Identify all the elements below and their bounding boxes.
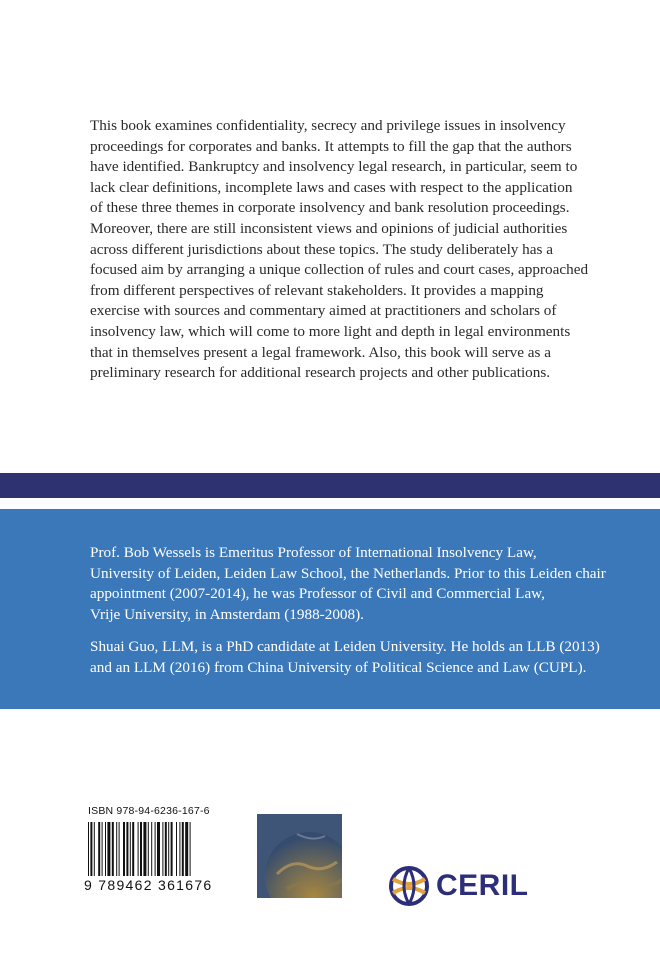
barcode-bar [132,822,134,876]
barcode-bar [130,822,131,876]
bio-line: Vrije University, in Amsterdam (1988-2008). [90,605,364,623]
barcode-bar [155,822,156,876]
summary-line: This book examines confidentiality, secrecy and privilege issues in insolvency [90,117,566,134]
ceril-globe-icon [388,865,430,907]
barcode-bar [143,822,146,876]
summary-line: Moreover, there are still inconsistent views and opinions of judicial authorities [90,219,568,237]
bio-line: Shuai Guo, LLM, is a PhD candidate at Leiden University. He holds an LLB (2013) [90,638,600,655]
barcode-bar [107,822,110,876]
barcode-bar [112,822,114,876]
book-summary [90,116,590,384]
isbn-digits: 9 789462 361676 [84,877,213,893]
barcode-bar [98,822,100,876]
bio-line: Prof. Bob Wessels is Emeritus Professor of International Insolvency Law, [90,544,537,561]
barcode-bar [185,822,188,876]
barcode-bar [116,822,117,876]
isbn-barcode [88,822,230,876]
summary-line: insolvency law, which will come to more light and depth in legal environments [90,322,571,340]
bio-line: and an LLM (2016) from China University of Political Science and Law (CUPL). [90,658,587,676]
summary-line: preliminary research for additional research projects and other publications. [90,364,551,382]
author-bio-guo [90,637,610,678]
author-bio-wessels [90,543,610,625]
international-insolvency-institute-logo [257,814,342,898]
barcode-bar [119,822,120,876]
barcode-bar [151,822,152,876]
summary-line: lack clear definitions, incomplete laws and cases with respect to the application [90,178,573,196]
summary-line: from different perspectives of relevant stakeholders. It provides a mapping [90,281,544,299]
barcode-bar [88,822,89,876]
barcode-bar [171,822,173,876]
bio-line: University of Leiden, Leiden Law School, the Netherlands. Prior to this Leiden chair [90,564,606,582]
ceril-logo-text: CERIL [436,869,529,902]
barcode-bar [102,822,103,876]
barcode-bar [105,822,106,876]
barcode-bar [157,822,160,876]
dark-band [0,473,660,498]
barcode-bar [162,822,163,876]
bio-line: appointment (2007-2014), he was Professor of Civil and Commercial Law, [90,585,545,603]
barcode-bar [138,822,139,876]
barcode-bar [182,822,184,876]
barcode-bar [148,822,149,876]
barcode-bar [179,822,180,876]
barcode-bar [168,822,169,876]
isbn-label: ISBN 978-94-6236-167-6 [88,805,210,817]
barcode-bar [165,822,167,876]
barcode-bar [90,822,92,876]
barcode-bar [140,822,142,876]
summary-line: proceedings for corporates and banks. It attempts to fill the gap that the authors [90,137,572,155]
barcode-bar [190,822,191,876]
barcode-bar [176,822,177,876]
summary-line: of these three themes in corporate insolvency and bank resolution proceedings. [90,199,570,217]
barcode-bar [126,822,128,876]
summary-line: focused aim by arranging a unique collection of rules and court cases, approached [90,261,589,279]
summary-line: have identified. Bankruptcy and insolvency legal research, in particular, seem to [90,158,578,176]
barcode-bar [123,822,125,876]
barcode-bar [94,822,95,876]
summary-line: across different jurisdictions about these topics. The study deliberately has a [90,240,553,258]
summary-line: that in themselves present a legal framework. Also, this book will serve as a [90,343,551,361]
summary-line: exercise with sources and commentary aimed at practitioners and scholars of [90,302,557,320]
